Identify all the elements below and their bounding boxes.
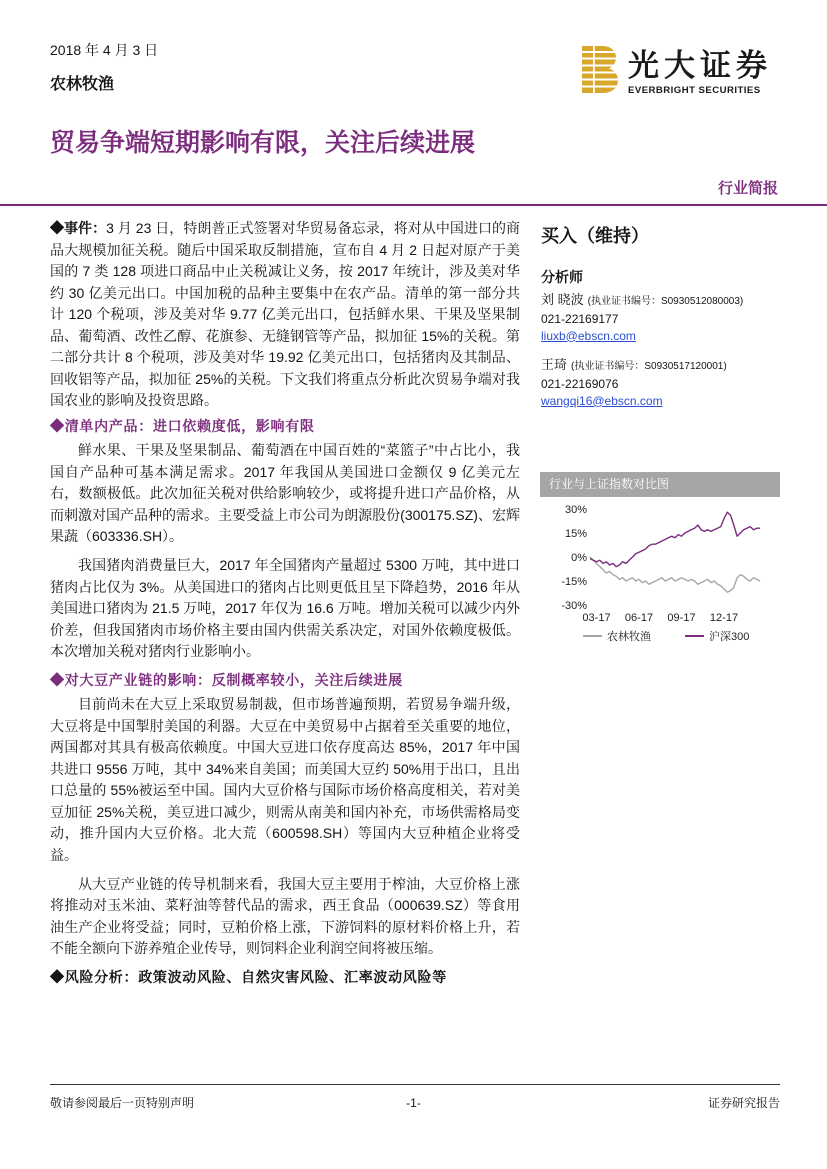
analyst-heading: 分析师 [541,269,583,285]
analyst-card [541,292,781,344]
report-title: 贸易争端短期影响有限，关注后续进展 [50,129,476,157]
analyst-phone: 021-22169177 [541,311,619,326]
y-tick-label: -15% [561,576,587,588]
analyst-name-row [541,292,781,311]
header-divider [0,204,827,206]
y-tick-label: 0% [571,552,587,564]
legend-label: 农林牧渔 [607,631,651,643]
legend-label: 沪深300 [709,631,750,643]
event-text: 3 月 23 日，特朗普正式签署对华贸易备忘录，将对从中国进口的商品大规模加征关税。随后中国采取反制措施，宣布自 4 月 2 日起对原产于美国的 7 类 128 项进口商品中止关税减让义务，按 2017 年统计，涉及美对华约 30 亿美元出口。中国加税的品种主要集中在农产品。清单的第一部分共计 120 个税项，涉及美对华 9.77 亿美元出口，包括鲜水果、干果及坚果制品、葡萄酒、改性乙醇、花旗参、无缝钢管等产品，拟加征 15%的关税。第二部分共计 8 个税项，涉及美对华 19.92 亿美元出口，包括猪肉及其制品、回收铝等产品，拟加征 25%的关税。下文我们将重点分析此次贸易争端对我国农业的影响及投资思路。 [50,220,521,408]
index-comparison-chart [540,497,780,647]
y-tick-label: 30% [564,504,587,516]
footer-document-type: 证券研究报告 [707,1096,780,1110]
page-number: -1- [406,1096,421,1110]
section-heading-risk-analysis: ◆风险分析：政策波动风险、自然灾害风险、汇率波动风险等 [50,969,447,985]
chart-header-band [540,472,780,497]
x-tick-label: 12-17 [709,612,739,624]
x-tick-label: 09-17 [667,612,696,624]
series-line-csi300-index [590,512,760,566]
analyst-email-link[interactable]: wangqi16@ebscn.com [541,393,663,408]
paragraph-fruit-wine: 鲜水果、干果及坚果制品、葡萄酒在中国百姓的“菜篮子”中占比小，我国自产品种可基本满足需求。2017 年我国从美国进口金额仅 9 亿美元左右，数额极低。此次加征关税对供给影响较少，或将提升进口产品价格，从而刺激对国产品种的需求。主要受益上市公司为朗源股份(300175.SZ)、宏辉果蔬（603336.SH）。 [50,442,520,544]
analyst-certificate: (执业证书编号：S0930512080003) [587,296,744,307]
logo-wordmark-cn: 光大证券 [628,48,772,83]
footer-divider [50,1084,780,1085]
chart-title: 行业与上证指数对比图 [549,477,670,491]
report-body [50,218,520,991]
x-tick-label: 06-17 [624,612,654,624]
series-line-agriculture-index [590,557,760,592]
section-heading-soybean-chain: ◆对大豆产业链的影响：反制概率较小，关注后续进展 [50,672,403,688]
analyst-name: 王琦 [541,357,568,372]
paragraph-soybean-impact: 目前尚未在大豆上采取贸易制裁，但市场普遍预期，若贸易争端升级，大豆将是中国掣肘美国的利器。大豆在中美贸易中占据着至关重要的地位，两国都对其具有极高依赖度。中国大豆进口依存度高达 85%，2017 年中国共进口 9556 万吨，其中 34%来自美国；而美国大豆约 50%用于出口，且出口总量的 55%被运至中国。国内大豆价格与国际市场价格高度相关，若对美豆加征 25%关税，美豆进口减少，则需从南美和国内补充，市场供需格局变动，推升国内大豆价格。北大荒（600598.SH）等国内大豆种植企业将受益。 [50,696,520,863]
analyst-certificate: (执业证书编号：S0930517120001) [571,361,727,372]
footer-disclaimer: 敬请参阅最后一页特别声明 [50,1096,195,1110]
y-tick-label: -30% [561,600,587,612]
paragraph-soybean-transmission: 从大豆产业链的传导机制来看，我国大豆主要用于榨油，大豆价格上涨将推动对玉米油、菜籽油等替代品的需求，西王食品（000639.SZ）等食用油生产企业将受益；同时，豆粕价格上涨，下游饲料的原材料价格上升，若不能全额向下游养殖企业传导，则饲料企业利润空间将被压缩。 [50,875,520,956]
y-tick-label: 15% [564,528,587,540]
report-type-label: 行业简报 [717,180,778,197]
event-paragraph [50,218,520,412]
analyst-card [541,357,781,409]
section-heading-tariff-list-products: ◆清单内产品：进口依赖度低，影响有限 [50,418,315,434]
sector-name: 农林牧渔 [50,76,115,93]
event-label: ◆事件： [50,220,107,236]
paragraph-pork: 我国猪肉消费量巨大，2017 年全国猪肉产量超过 5300 万吨，其中进口猪肉占比仅为 3%。从美国进口的猪肉占比则更低且呈下降趋势，2016 年从美国进口猪肉为 21.5 万吨，2017 年仅为 16.6 万吨。增加关税可以减少内外价差，但我国猪肉市场价格主要由国内供需关系决定，对国外依赖度极低。本次增加关税对猪肉行业影响小。 [50,557,520,659]
analyst-phone: 021-22169076 [541,376,619,391]
x-tick-label: 03-17 [582,612,611,624]
analyst-name-row [541,357,781,376]
analyst-name: 刘 晓波 [541,292,584,307]
investment-rating: 买入（维持） [541,226,649,246]
everbright-logo-icon [582,46,618,93]
logo-wordmark-en: EVERBRIGHT SECURITIES [628,85,761,96]
analyst-email-link[interactable]: liuxb@ebscn.com [541,328,636,343]
report-date: 2018 年 4 月 3 日 [50,42,159,58]
